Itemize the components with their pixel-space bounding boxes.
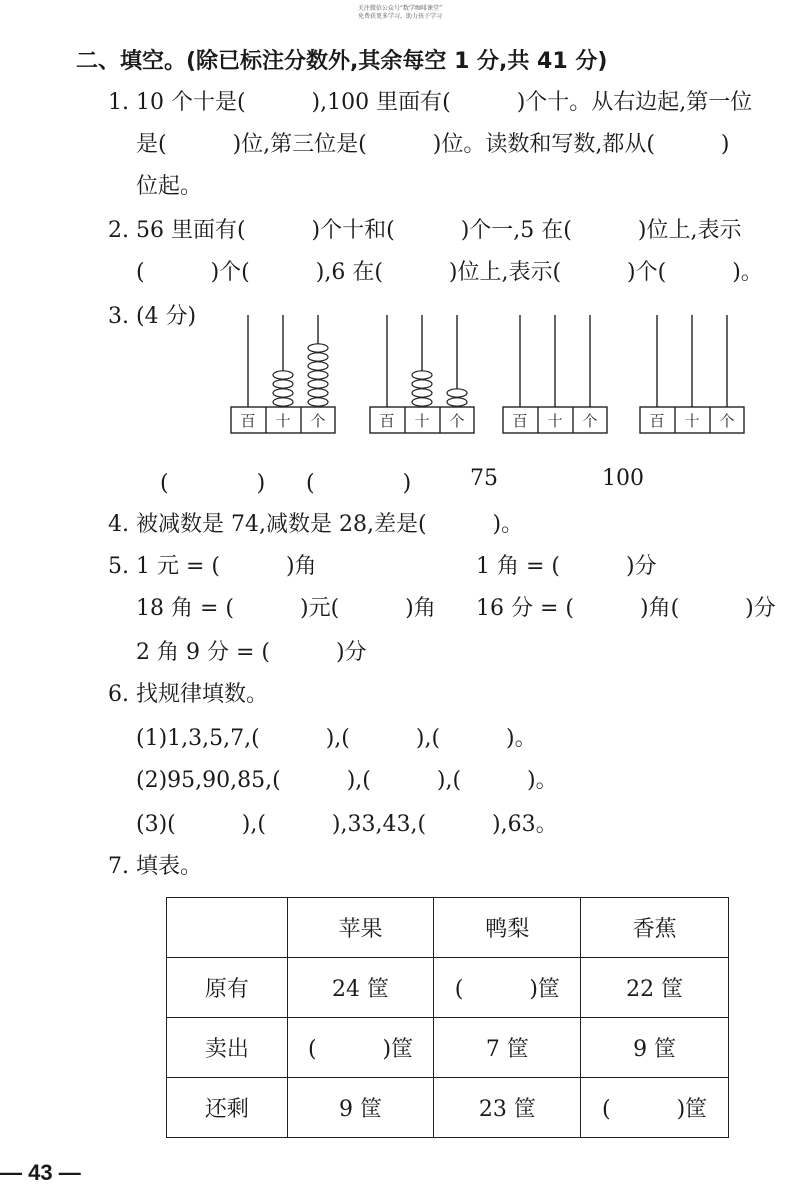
abacus-4 — [639, 315, 745, 437]
table-row — [167, 1018, 729, 1078]
page-number: — 43 — — [0, 1160, 81, 1185]
abacus-bead — [273, 371, 293, 379]
abacus-bead — [273, 389, 293, 397]
watermark-line-1: 关注微信公众号“数学咖啡课堂” — [357, 5, 443, 12]
q4-line: 4. 被减数是 74,减数是 28,差是( )。 — [108, 512, 524, 537]
abacus-place-label: 十 — [547, 412, 563, 430]
q1-line-2: 是( )位,第三位是( )位。读数和写数,都从( ) — [136, 132, 730, 157]
abacus-bead — [412, 371, 432, 379]
abacus-2-answer: ( ) — [306, 471, 412, 496]
abacus-bead — [308, 371, 328, 379]
abacus-bead — [412, 380, 432, 388]
abacus-bead — [308, 344, 328, 352]
table-header-row — [167, 898, 729, 958]
q5-item-e: 2 角 9 分 = ( )分 — [136, 640, 367, 665]
q6-part-3: (3)( ),( ),33,43,( ),63。 — [136, 812, 558, 837]
table-cell: 7 筐 — [434, 1018, 581, 1078]
abacus-place-label: 个 — [310, 412, 326, 430]
q5-item-a: 5. 1 元 = ( )角 — [108, 554, 317, 579]
q6-part-2: (2)95,90,85,( ),( ),( )。 — [136, 768, 558, 793]
q5-item-b: 1 角 = ( )分 — [476, 554, 657, 579]
abacus-bead — [447, 389, 467, 397]
table-cell: ( )筐 — [287, 1018, 434, 1078]
q2-line-1: 2. 56 里面有( )个十和( )个一,5 在( )位上,表示 — [108, 218, 742, 243]
abacus-bead — [447, 398, 467, 406]
q3-label: 3. (4 分) — [108, 304, 197, 329]
table-cell: 9 筐 — [581, 1018, 729, 1078]
abacus-place-label: 个 — [582, 412, 598, 430]
abacus-bead — [308, 353, 328, 361]
abacus-4-number: 100 — [602, 466, 644, 491]
abacus-bead — [412, 398, 432, 406]
q1-line-1: 1. 10 个十是( ),100 里面有( )个十。从右边起,第一位 — [108, 90, 753, 115]
abacus-3-figure — [502, 315, 608, 437]
abacus-bead — [308, 398, 328, 406]
abacus-4-figure — [639, 315, 745, 437]
abacus-bead — [412, 389, 432, 397]
abacus-2 — [369, 315, 475, 437]
abacus-bead — [273, 398, 293, 406]
table-cell: ( )筐 — [581, 1078, 729, 1138]
abacus-place-label: 百 — [379, 412, 395, 430]
abacus-bead — [273, 380, 293, 388]
table-row — [167, 1078, 729, 1138]
q5-item-c: 18 角 = ( )元( )角 — [136, 596, 436, 621]
q5-item-d: 16 分 = ( )角( )分 — [476, 596, 776, 621]
table-cell: 24 筐 — [287, 958, 434, 1018]
abacus-place-label: 百 — [512, 412, 528, 430]
section-title: 二、填空。(除已标注分数外,其余每空 1 分,共 41 分) — [76, 49, 608, 74]
table-header-cell — [167, 898, 288, 958]
table-cell: 22 筐 — [581, 958, 729, 1018]
abacus-bead — [308, 380, 328, 388]
abacus-3-number: 75 — [470, 466, 498, 491]
table-header-cell: 香蕉 — [581, 898, 729, 958]
abacus-place-label: 个 — [449, 412, 465, 430]
abacus-1 — [230, 315, 336, 437]
q2-line-2: ( )个( ),6 在( )位上,表示( )个( )。 — [136, 260, 763, 285]
table-row-label: 还剩 — [167, 1078, 288, 1138]
q6-part-1: (1)1,3,5,7,( ),( ),( )。 — [136, 726, 537, 751]
abacus-bead — [308, 389, 328, 397]
watermark-line-2: 免费获更多学习，助力孩子学习 — [357, 13, 442, 20]
table-cell: 9 筐 — [287, 1078, 434, 1138]
abacus-place-label: 十 — [414, 412, 430, 430]
table-row-label: 原有 — [167, 958, 288, 1018]
abacus-place-label: 十 — [684, 412, 700, 430]
table-header-cell: 鸭梨 — [434, 898, 581, 958]
q7-title: 7. 填表。 — [108, 854, 202, 879]
abacus-3 — [502, 315, 608, 437]
abacus-place-label: 百 — [649, 412, 665, 430]
table-row — [167, 958, 729, 1018]
abacus-bead — [308, 362, 328, 370]
fruit-table — [166, 897, 729, 1138]
q6-title: 6. 找规律填数。 — [108, 682, 268, 707]
abacus-2-figure — [369, 315, 475, 437]
watermark — [0, 5, 800, 21]
q1-line-3: 位起。 — [136, 174, 203, 199]
table-cell: ( )筐 — [434, 958, 581, 1018]
table-header-cell: 苹果 — [287, 898, 434, 958]
abacus-place-label: 十 — [275, 412, 291, 430]
table-row-label: 卖出 — [167, 1018, 288, 1078]
abacus-1-figure — [230, 315, 336, 437]
table-cell: 23 筐 — [434, 1078, 581, 1138]
abacus-place-label: 百 — [240, 412, 256, 430]
abacus-1-answer: ( ) — [160, 471, 266, 496]
abacus-place-label: 个 — [719, 412, 735, 430]
